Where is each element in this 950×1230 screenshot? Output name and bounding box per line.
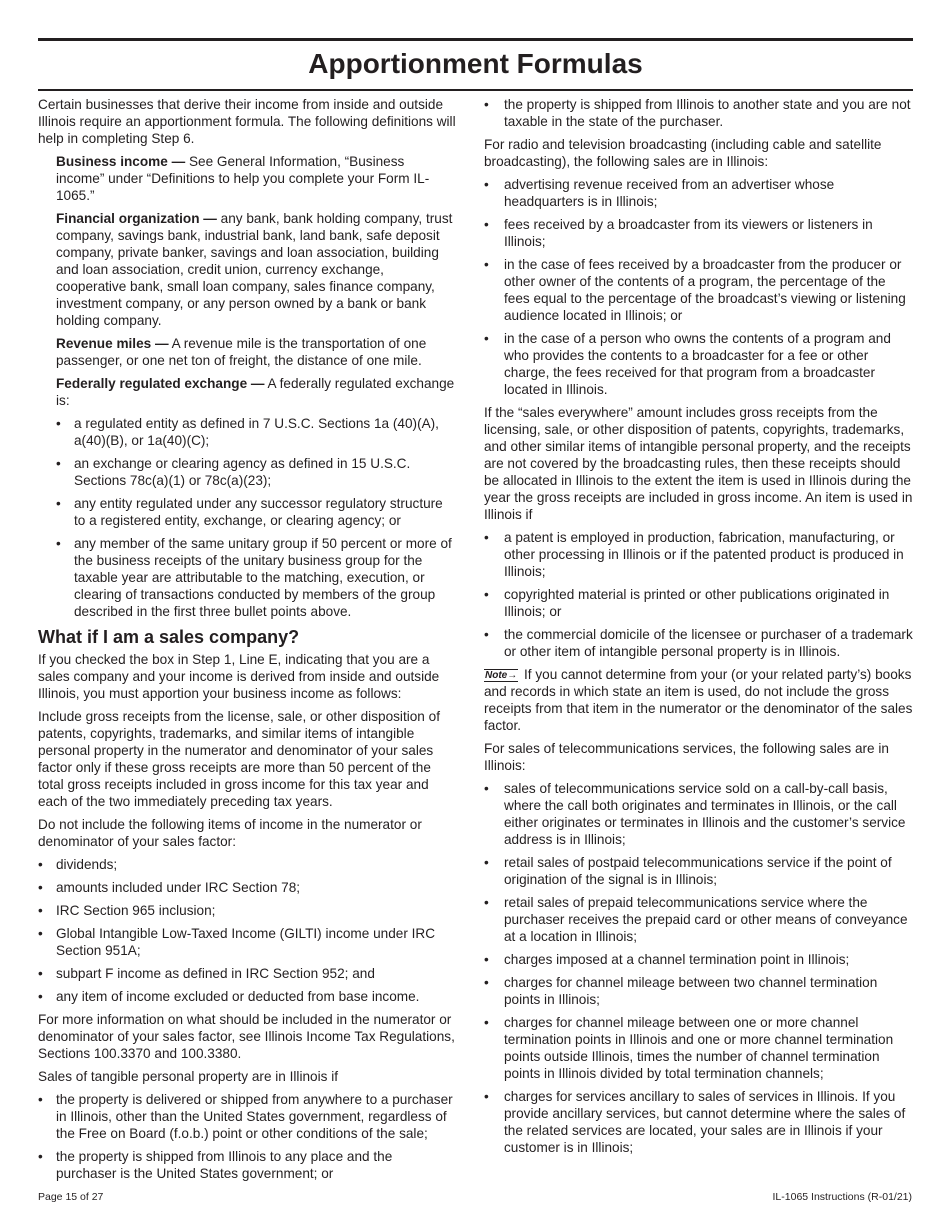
note-paragraph xyxy=(484,666,913,734)
list-item: • subpart F income as defined in IRC Section 952; and xyxy=(38,965,456,982)
list-item: • the property is shipped from Illinois to another state and you are not taxable in the state of the purchaser. xyxy=(484,96,913,130)
right-column xyxy=(484,96,913,1162)
sales-paragraph-2: Include gross receipts from the license, sale, or other disposition of patents, copyrights, trademarks, and similar items of intangible personal property in the numerator and denominator of your sales factor only if these gross receipts are more than 50 percent of the total gross receipts included in gross income for this tax year and each of the two immediately preceding tax years. xyxy=(38,709,440,809)
list-item: • the commercial domicile of the licensee or purchaser of a trademark or other item of intangible personal property is in Illinois. xyxy=(484,626,913,660)
list-item: • the property is delivered or shipped from anywhere to a purchaser in Illinois, other than the United States government, regardless of the Free on Board (f.o.b.) point or other conditions of the sale; xyxy=(38,1091,456,1142)
more-info-paragraph: For more information on what should be included in the numerator or denominator of your sales factor, see Illinois Income Tax Regulations, Sections 100.3370 and 100.3380. xyxy=(38,1012,455,1061)
list-item: • the property is shipped from Illinois to any place and the purchaser is the United States government; or xyxy=(38,1148,456,1182)
list-item: • in the case of fees received by a broadcaster from the producer or other owner of the contents of a program, the percentage of the fees equal to the percentage of the broadcast’s viewing or listening audience located in Illinois; or xyxy=(484,256,913,324)
intro-paragraph: Certain businesses that derive their income from inside and outside Illinois require an apportionment formula. The following definitions will help in completing Step 6. xyxy=(38,97,456,146)
top-rule xyxy=(38,38,913,41)
definition-term: Federally regulated exchange — xyxy=(56,376,265,391)
definition-text: any bank, bank holding company, trust company, savings bank, industrial bank, land bank, safe deposit company, private banker, savings and loan association, building and loan association, credit union, currency exchange, cooperative bank, small loan company, sales finance company, investment company, or any person owned by a bank or bank holding company. xyxy=(56,211,453,328)
telecom-list xyxy=(484,780,913,1156)
list-item: • a regulated entity as defined in 7 U.S.C. Sections 1a (40)(A), a(40)(B), or 1a(40)(C); xyxy=(56,415,456,449)
note-icon-label: Note xyxy=(485,670,508,681)
list-item: • any member of the same unitary group if 50 percent or more of the business receipts of the unitary business group for the taxable year are attributable to the matching, execution, or clearing of transactions conducted by members of the group described in the first three bullet points above. xyxy=(56,535,456,620)
list-item: • charges imposed at a channel termination point in Illinois; xyxy=(484,951,913,968)
list-item: • dividends; xyxy=(38,856,456,873)
note-text: If you cannot determine from your (or your related party’s) books and records in which state an item is used, do not include the gross receipts from that item in the numerator or the denominator of the sales factor. xyxy=(484,667,913,733)
list-item: • copyrighted material is printed or other publications originated in Illinois; or xyxy=(484,586,913,620)
page-number: Page 15 of 27 xyxy=(38,1191,104,1203)
definition-term: Financial organization — xyxy=(56,211,217,226)
broadcast-list xyxy=(484,176,913,398)
definition-financial-organization xyxy=(38,210,456,329)
list-item: • IRC Section 965 inclusion; xyxy=(38,902,456,919)
tangible-property-list xyxy=(38,1091,456,1182)
tangible-property-list-continued xyxy=(484,96,913,130)
exchange-list xyxy=(38,415,456,620)
definition-term: Business income — xyxy=(56,154,186,169)
list-item: • amounts included under IRC Section 78; xyxy=(38,879,456,896)
definition-text: See General Information, “Business income” under “Definitions to help you complete your Form IL-1065.” xyxy=(56,154,430,203)
list-item: • a patent is employed in production, fabrication, manufacturing, or other processing in Illinois or if the patented product is produced in Illinois; xyxy=(484,529,913,580)
list-item: • fees received by a broadcaster from its viewers or listeners in Illinois; xyxy=(484,216,913,250)
form-identifier: IL-1065 Instructions (R-01/21) xyxy=(772,1191,912,1203)
list-item: • advertising revenue received from an advertiser whose headquarters is in Illinois; xyxy=(484,176,913,210)
list-item: • any item of income excluded or deducted from base income. xyxy=(38,988,456,1005)
title-rule xyxy=(38,89,913,91)
sales-company-heading: What if I am a sales company? xyxy=(38,627,300,647)
definition-text: A revenue mile is the transportation of one passenger, or one net ton of freight, the distance of one mile. xyxy=(56,336,427,368)
telecom-intro: For sales of telecommunications services, the following sales are in Illinois: xyxy=(484,741,889,773)
list-item: • Global Intangible Low-Taxed Income (GILTI) income under IRC Section 951A; xyxy=(38,925,456,959)
sales-paragraph-3: Do not include the following items of income in the numerator or denominator of your sales factor: xyxy=(38,817,422,849)
list-item: • charges for channel mileage between two channel termination points in Illinois; xyxy=(484,974,913,1008)
definition-term: Revenue miles — xyxy=(56,336,169,351)
page-title: Apportionment Formulas xyxy=(308,48,643,79)
broadcast-intro: For radio and television broadcasting (including cable and satellite broadcasting), the following sales are in Illinois: xyxy=(484,137,882,169)
list-item: • any entity regulated under any successor regulatory structure to a registered entity, exchange, or clearing agency; or xyxy=(56,495,456,529)
sales-paragraph-1: If you checked the box in Step 1, Line E, indicating that you are a sales company and your income is derived from inside and outside Illinois, you must apportion your business income as follows: xyxy=(38,652,440,701)
list-item: • retail sales of postpaid telecommunications service if the point of origination of the signal is in Illinois; xyxy=(484,854,913,888)
definition-federally-regulated-exchange xyxy=(38,375,456,409)
list-item: • charges for services ancillary to sales of services in Illinois. If you provide ancillary services, but cannot determine where the sales of the related services are located, your sales are in Illinois if your customer is in Illinois; xyxy=(484,1088,913,1156)
list-item: • sales of telecommunications service sold on a call-by-call basis, where the call both originates and terminates in Illinois, or the call either originates or terminates in Illinois and the customer’s service address is in Illinois; xyxy=(484,780,913,848)
definition-text: A federally regulated exchange is: xyxy=(56,376,455,408)
note-icon: Note→ xyxy=(485,670,518,681)
excluded-income-list xyxy=(38,856,456,1005)
list-item: • an exchange or clearing agency as defined in 15 U.S.C. Sections 78c(a)(1) or 78c(a)(23); xyxy=(56,455,456,489)
sales-everywhere-paragraph: If the “sales everywhere” amount includes gross receipts from the licensing, sale, or other disposition of patents, copyrights, trademarks, and other similar items of intangible personal property, and the receipts are not covered by the broadcasting rules, then these receipts should be allocated in Illinois to the extent the item is used in Illinois during the year the gross receipts are included in gross income. An item is used in Illinois if xyxy=(484,405,913,522)
list-item: • retail sales of prepaid telecommunications service where the purchaser receives the prepaid card or other means of conveyance at a location in Illinois; xyxy=(484,894,913,945)
item-used-list xyxy=(484,529,913,660)
left-column xyxy=(38,96,456,1188)
list-item: • in the case of a person who owns the contents of a program and who provides the contents to a broadcaster for a fee or other charge, the fees received for that program from a broadcaster located in Illinois. xyxy=(484,330,913,398)
list-item: • charges for channel mileage between one or more channel termination points in Illinois and one or more channel termination points outside Illinois, times the number of channel termination points in Illinois divided by total termination channels; xyxy=(484,1014,913,1082)
definition-revenue-miles xyxy=(38,335,456,369)
tangible-intro: Sales of tangible personal property are in Illinois if xyxy=(38,1069,338,1084)
definition-business-income xyxy=(38,153,456,204)
